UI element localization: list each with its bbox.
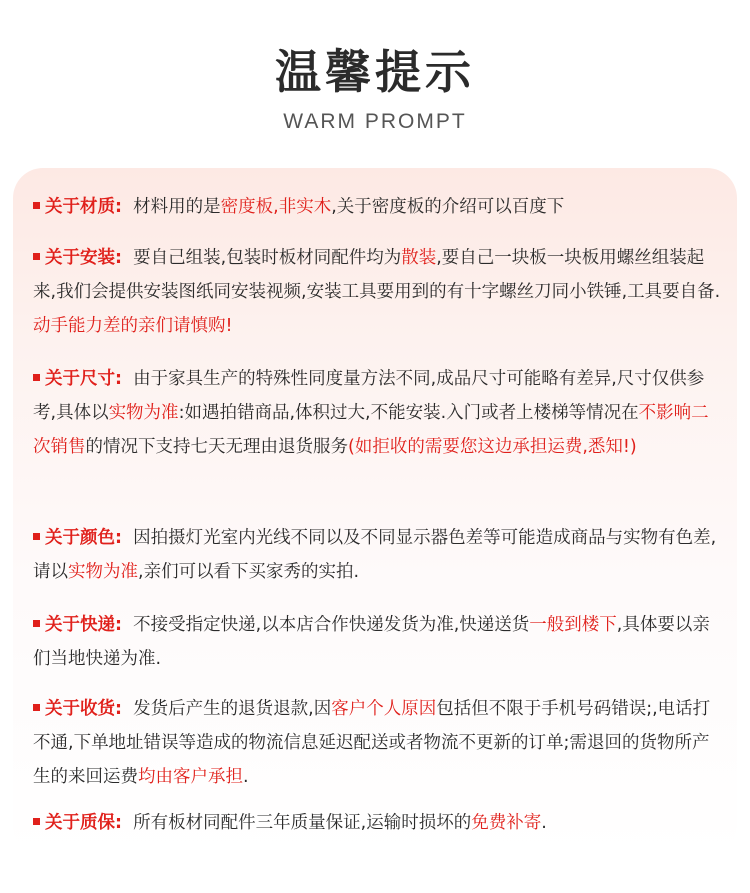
item-text: ,亲们可以看下买家秀的实拍. (138, 562, 360, 582)
item-label: 关于质保: (45, 813, 122, 833)
item-text: 发货后产生的退货退款,因 (133, 699, 332, 719)
item-text: ,具体要以亲们当地快递为准. (33, 615, 710, 669)
item-label: 关于快递: (45, 615, 122, 635)
bullet-icon (33, 704, 40, 711)
item-text: 所有板材同配件三年质量保证,运输时损坏的 (133, 813, 472, 833)
item-highlight: 均由客户承担 (138, 767, 243, 787)
notice-item-install (33, 241, 723, 343)
item-label: 关于材质: (45, 197, 122, 217)
item-highlight: 密度板,非实木 (220, 197, 332, 217)
item-highlight: 散装 (401, 248, 437, 268)
item-highlight: (如拒收的需要您这边承担运费,悉知!) (348, 437, 637, 457)
bullet-icon (33, 202, 40, 209)
item-text: ,关于密度板的介绍可以百度下 (331, 197, 565, 217)
notice-item-receipt (33, 692, 723, 794)
bullet-icon (33, 620, 40, 627)
bullet-icon (33, 533, 40, 540)
notice-item-size (33, 362, 723, 464)
item-text: 包括但不限于手机号码错误;,电话打不通,下单地址错误等造成的物流信息延迟配送或者物流不更新的订单;需退回的货物所产生的来回运费 (33, 699, 711, 787)
bullet-icon (33, 253, 40, 260)
item-label: 关于颜色: (45, 528, 122, 548)
item-text: :如遇拍错商品,体积过大,不能安装.入门或者上楼梯等情况在 (178, 403, 639, 423)
item-text: ,要自己一块板一块板用螺丝组装起来,我们会提供安装图纸同安装视频,安装工具要用到的有十字螺丝刀同小铁锤,工具要自备. (33, 248, 721, 302)
item-text: 的情况下支持七天无理由退货服务 (85, 437, 348, 457)
page-subtitle: WARM PROMPT (283, 110, 467, 133)
notice-item-warranty (33, 806, 723, 840)
item-highlight: 客户个人原因 (331, 699, 437, 719)
item-label: 关于收货: (45, 699, 122, 719)
item-text: 材料用的是 (133, 197, 221, 217)
notice-item-material (33, 190, 723, 224)
item-highlight: 动手能力差的亲们请慎购! (33, 316, 233, 336)
item-highlight: 一般到楼下 (529, 615, 617, 635)
notice-item-color (33, 521, 723, 589)
bullet-icon (33, 818, 40, 825)
item-text: 由于家具生产的特殊性同度量方法不同,成品尺寸可能略有差异,尺寸仅供参考,具体以 (33, 369, 705, 423)
item-highlight: 免费补寄 (471, 813, 542, 833)
item-text: . (541, 813, 547, 833)
item-highlight: 实物为准 (68, 562, 138, 582)
item-text: 要自己组装,包装时板材同配件均为 (133, 248, 402, 268)
item-text: 不接受指定快递,以本店合作快递发货为准,快递送货 (133, 615, 530, 635)
item-text: . (243, 767, 249, 787)
bullet-icon (33, 374, 40, 381)
item-highlight: 实物为准 (108, 403, 179, 423)
item-text: 因拍摄灯光室内光线不同以及不同显示器色差等可能造成商品与实物有色差,请以 (33, 528, 717, 582)
item-highlight: 不影响二次销售 (33, 403, 709, 457)
notice-item-delivery (33, 608, 723, 676)
page-header (0, 0, 750, 133)
notice-panel (13, 168, 737, 856)
page-title: 温馨提示 (275, 45, 475, 99)
item-label: 关于安装: (45, 248, 122, 268)
item-label: 关于尺寸: (45, 369, 122, 389)
